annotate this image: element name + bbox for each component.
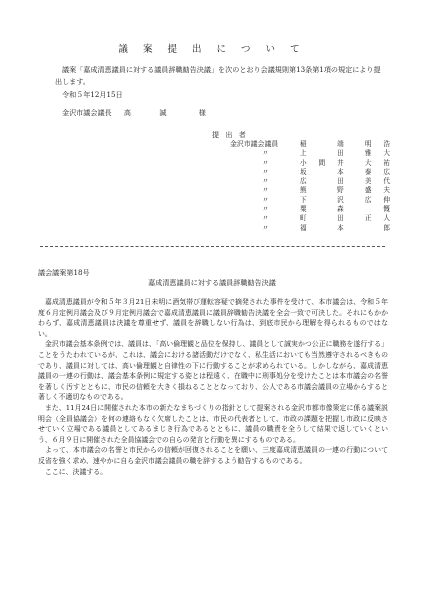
document-title: 議 案 提 出 に つ い て [118,44,306,55]
proposer-row [230,205,390,214]
proposer-row [230,186,390,195]
body-paragraph: ここに、決議する。 [45,467,108,476]
proposer-name: 小 間 井 大 祐 [300,158,390,167]
proposer-name: 熊 野 盛 夫 [300,186,390,195]
body-paragraph: また、11月24日に開催された本市の新たなまちづくりの指針として提案される金沢市都市像策定に係る議案説明会（全員協議会）を何の連絡もなく欠席したことは、市民の代表者として、市政の課題を把握し市政に反映させていく立場である議員としてあるまじき行為であるとともに、議員の職責を全うして結果で返していくという、６月９日に開催された全員協議会での自らの発言と行動を異にするものである。 [38,403,388,444]
proposer-row [230,168,390,177]
addressee-name: 高 誠 [123,108,167,117]
bill-title: 嘉成清恵議員に対する議員辞職勧告決議 [148,278,276,287]
proposer-org: 金沢市議会議員 [230,140,279,148]
proposer-name: 広 田 美 代 [300,177,390,186]
proposer-name: 下 沢 広 伸 [300,195,390,204]
proposer-row [230,214,390,223]
proposer-row [230,196,390,205]
ditto-mark: 〃 [262,195,269,204]
ditto-mark: 〃 [262,186,269,195]
proposer-row [230,224,390,233]
section-divider [40,246,385,247]
addressee-line [62,108,362,118]
proposer-row [230,159,390,168]
addressee-suffix: 様 [198,108,206,117]
submission-date: 令和５年12月15日 [62,90,123,99]
proposers-heading: 提 出 者 [212,130,248,139]
addressee-org: 金沢市議会議長 [62,108,112,117]
bill-number: 議会議案第18号 [38,268,90,277]
proposers-list [230,140,390,233]
body-paragraph: 金沢市議会基本条例では、議員は、「高い倫理観と品位を保持し、議員として誠実かつ公正に職務を遂行する」ことをうたわれているが、これは、議会における諸活動だけでなく、私生活においても当然遵守されるべきものであり、議員に対しては、高い倫理観と自律性の下に行動することが求められている。しかしながら、嘉成清恵議員の一連の行動は、議会基本条例に規定する姿とは程遠く、在職中に刑事処分を受けたことは本市議会の名誉を著しく汚すとともに、市民の信頼を大きく損ねることとなっており、公人である市議会議員の立場からすると著しく不適切なものである。 [38,340,388,402]
proposer-name: 町 田 正 人 [300,214,390,223]
proposer-name: 坂 本 泰 広 [300,167,390,176]
ditto-mark: 〃 [262,158,269,167]
proposer-row [230,140,390,149]
ditto-mark: 〃 [262,214,269,223]
proposer-name: 稲 端 明 浩 [300,140,390,148]
proposer-name: 上 田 雅 大 [300,149,390,158]
ditto-mark: 〃 [262,223,269,232]
proposer-row [230,149,390,158]
body-paragraph: よって、本市議会の名誉と市民からの信頼が回復されることを願い、三度嘉成清恵議員の一連の行動について反省を強く求め、速やかに自ら金沢市議会議員の職を辞するよう勧告するものである。 [38,446,388,465]
body-paragraph: 嘉成清恵議員が令和５年３月21日未明に酒気帯び運転容疑で摘発された事件を受けて、本市議会は、令和５年度６月定例月議会及び９月定例月議会で嘉成清恵議員に議員辞職勧告決議を全会一致で可決した。それにもかかわらず、嘉成清恵議員は決議を尊重せず、議員を辞職しない行為は、到底市民から理解を得られるものではない。 [38,298,388,338]
resolution-body [38,297,388,477]
ditto-mark: 〃 [262,167,269,176]
ditto-mark: 〃 [262,205,269,214]
proposer-name: 福 本 郎 [300,223,390,232]
intro-paragraph: 議案「嘉成清恵議員に対する議員辞職勧告決議」を次のとおり会議規則第13条第1項の規定により提出します。 [55,65,381,86]
ditto-mark: 〃 [262,177,269,186]
ditto-mark: 〃 [262,149,269,158]
proposer-name: 粟 森 慨 [300,205,390,214]
